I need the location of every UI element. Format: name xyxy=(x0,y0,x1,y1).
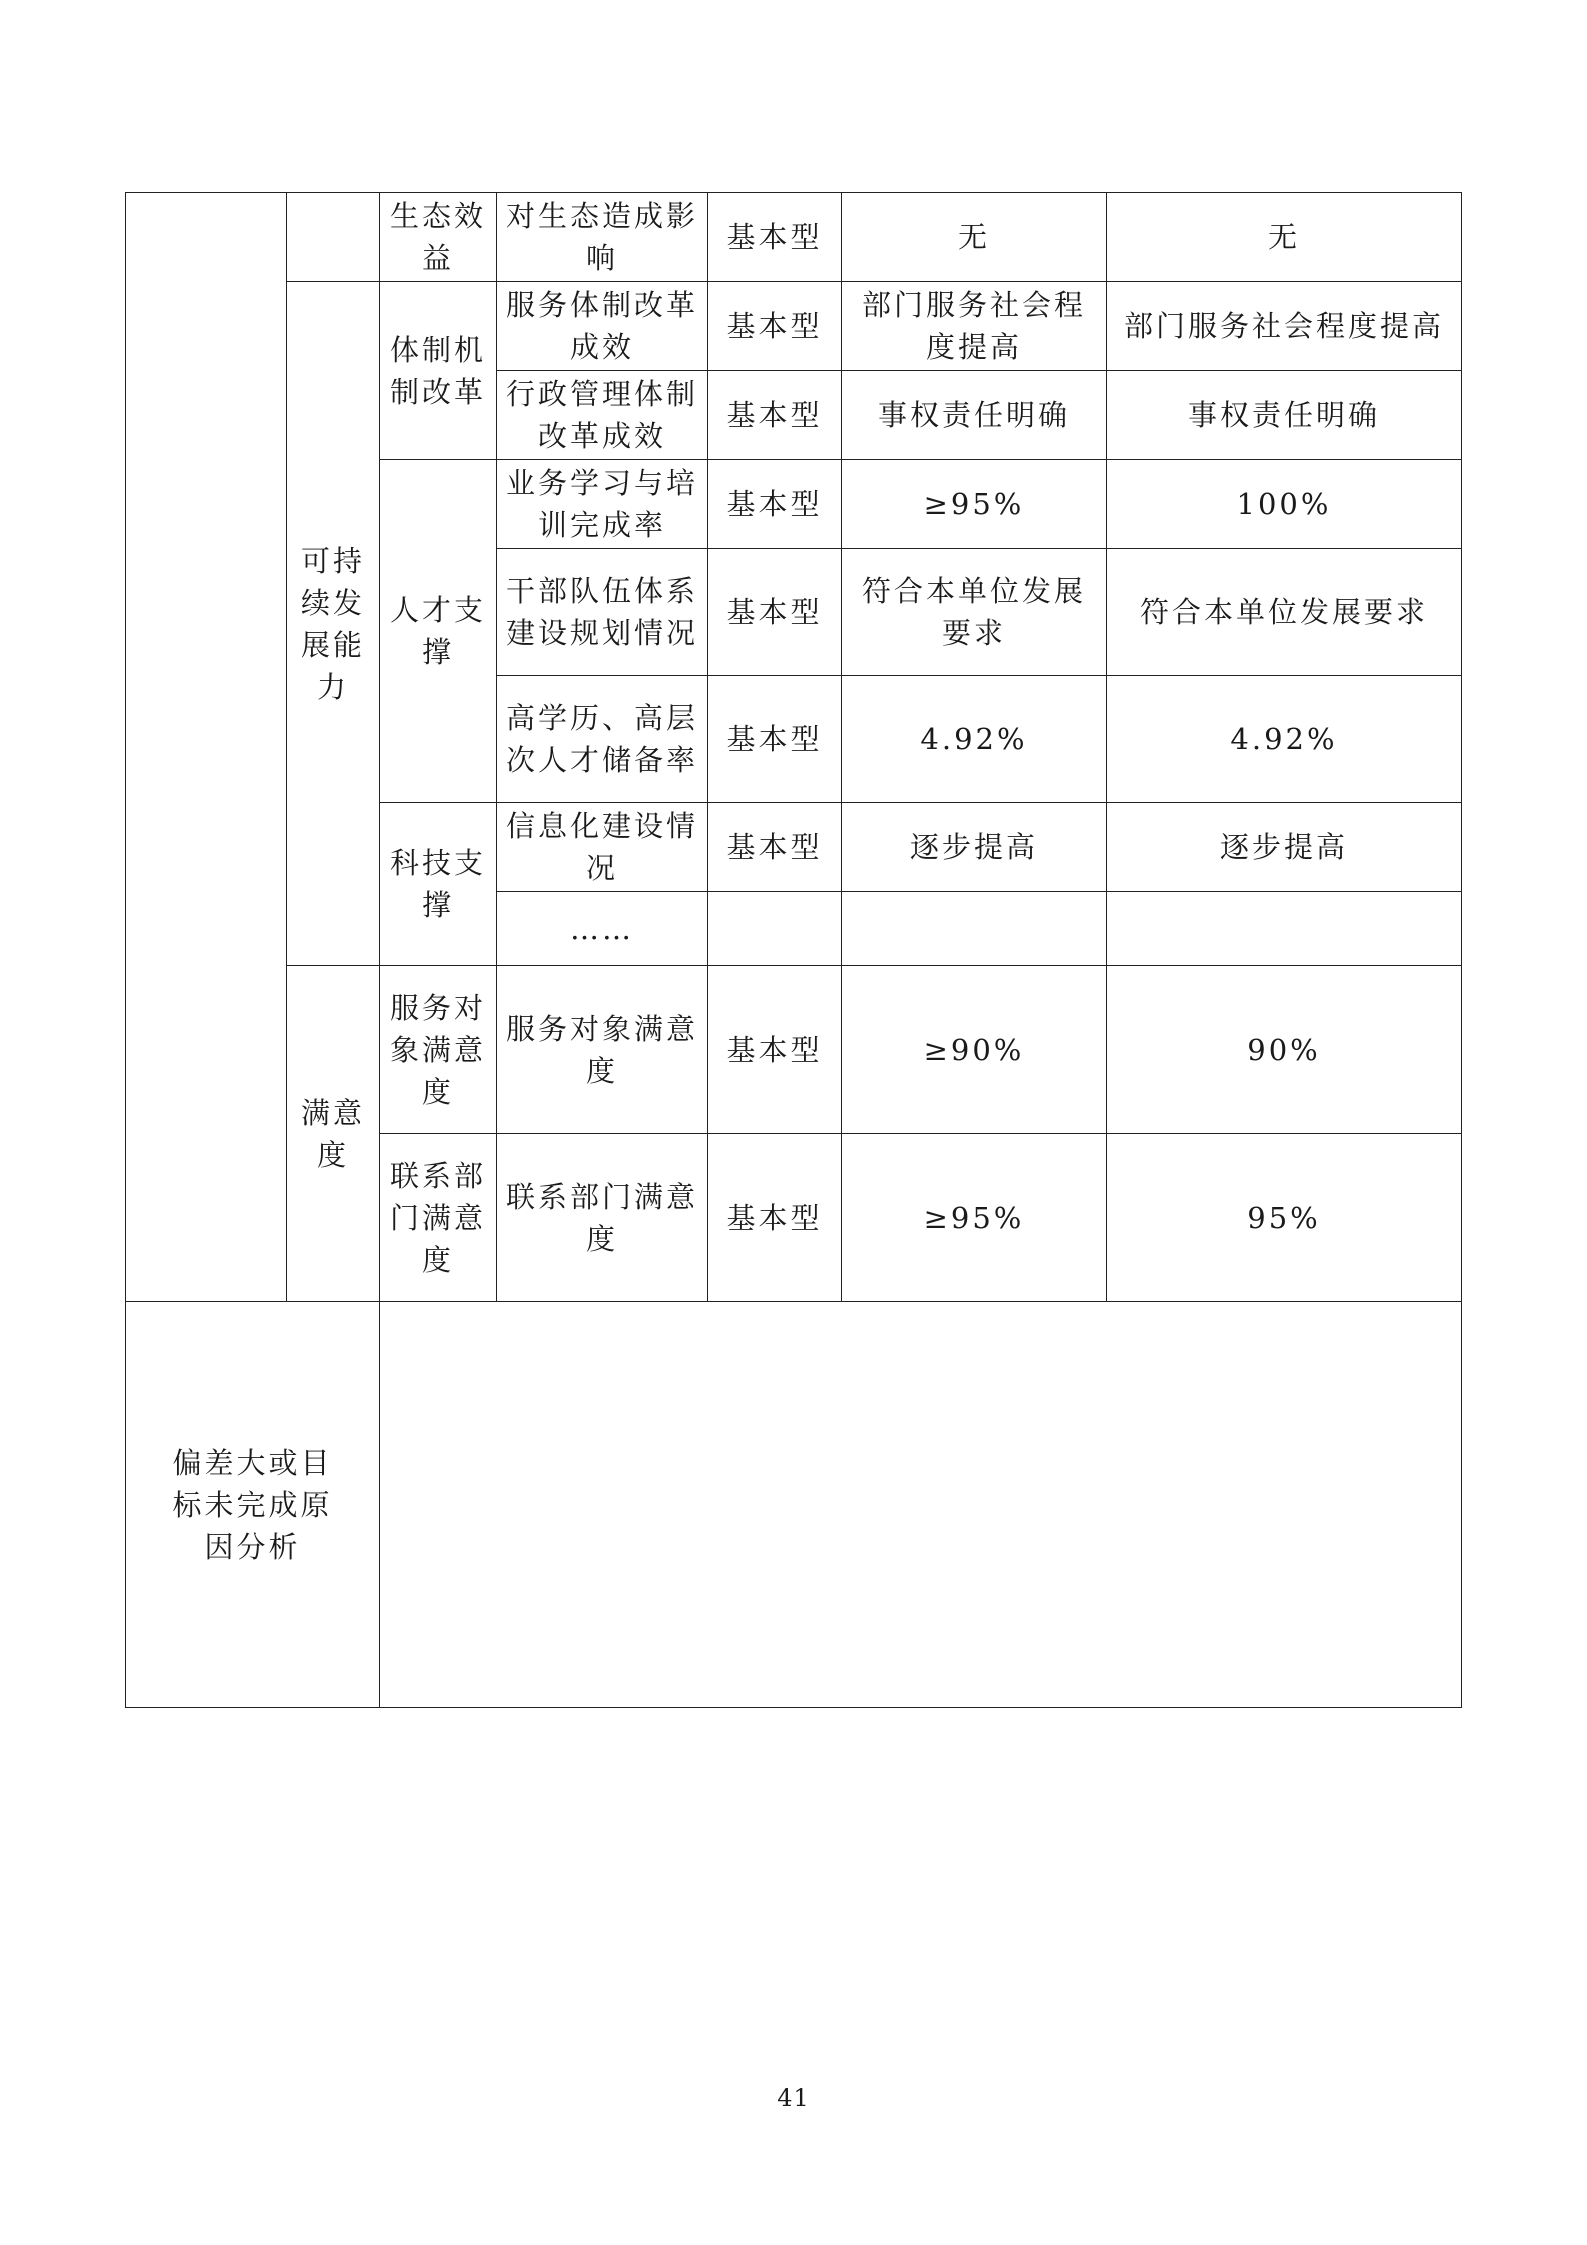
indicator-type-cell: 基本型 xyxy=(708,1134,842,1302)
target-value-cell: 事权责任明确 xyxy=(842,371,1107,460)
actual-value-cell: 部门服务社会程度提高 xyxy=(1107,282,1462,371)
indicator-type-cell: 基本型 xyxy=(708,549,842,676)
indicator-type-cell: 基本型 xyxy=(708,282,842,371)
level2-indicator-cell: 满意度 xyxy=(287,966,380,1302)
actual-value-cell xyxy=(1107,892,1462,966)
target-value-cell: 无 xyxy=(842,193,1107,282)
indicator-type-cell: 基本型 xyxy=(708,193,842,282)
actual-value-cell: 100% xyxy=(1107,460,1462,549)
target-value-cell: 符合本单位发展要求 xyxy=(842,549,1107,676)
indicator-type-cell: 基本型 xyxy=(708,460,842,549)
actual-value-cell: 无 xyxy=(1107,193,1462,282)
target-value-cell: ≥95% xyxy=(842,1134,1107,1302)
actual-value-cell: 4.92% xyxy=(1107,676,1462,803)
deviation-content-cell xyxy=(380,1302,1462,1708)
actual-value-cell: 90% xyxy=(1107,966,1462,1134)
target-value-cell: ≥90% xyxy=(842,966,1107,1134)
level3-indicator-cell: 服务对象满意度 xyxy=(380,966,497,1134)
actual-value-cell: 95% xyxy=(1107,1134,1462,1302)
level3-indicator-cell: 体制机制改革 xyxy=(380,282,497,460)
level3-indicator-cell: 科技支撑 xyxy=(380,803,497,966)
level1-indicator-cell xyxy=(126,193,287,1302)
indicator-name-cell: 高学历、高层次人才储备率 xyxy=(497,676,708,803)
level2-indicator-cell xyxy=(287,193,380,282)
actual-value-cell: 逐步提高 xyxy=(1107,803,1462,892)
indicator-type-cell xyxy=(708,892,842,966)
target-value-cell: ≥95% xyxy=(842,460,1107,549)
indicator-name-cell: 业务学习与培训完成率 xyxy=(497,460,708,549)
target-value-cell xyxy=(842,892,1107,966)
indicator-type-cell: 基本型 xyxy=(708,966,842,1134)
actual-value-cell: 事权责任明确 xyxy=(1107,371,1462,460)
performance-indicator-table xyxy=(125,192,1462,1708)
indicator-type-cell: 基本型 xyxy=(708,371,842,460)
table-row xyxy=(126,193,1462,282)
indicator-name-cell: 对生态造成影响 xyxy=(497,193,708,282)
indicator-type-cell: 基本型 xyxy=(708,676,842,803)
indicator-type-cell: 基本型 xyxy=(708,803,842,892)
page-number: 41 xyxy=(777,2084,810,2112)
indicator-name-cell: …… xyxy=(497,892,708,966)
indicator-name-cell: 联系部门满意度 xyxy=(497,1134,708,1302)
table-row xyxy=(126,966,1462,1134)
level3-indicator-cell: 生态效益 xyxy=(380,193,497,282)
indicator-name-cell: 干部队伍体系建设规划情况 xyxy=(497,549,708,676)
target-value-cell: 部门服务社会程度提高 xyxy=(842,282,1107,371)
indicator-name-cell: 信息化建设情况 xyxy=(497,803,708,892)
deviation-label-cell: 偏差大或目标未完成原因分析 xyxy=(126,1302,380,1708)
indicator-name-cell: 服务对象满意度 xyxy=(497,966,708,1134)
level3-indicator-cell: 联系部门满意度 xyxy=(380,1134,497,1302)
table-row xyxy=(126,282,1462,371)
level2-indicator-cell: 可持续发展能力 xyxy=(287,282,380,966)
actual-value-cell: 符合本单位发展要求 xyxy=(1107,549,1462,676)
target-value-cell: 4.92% xyxy=(842,676,1107,803)
indicator-name-cell: 服务体制改革成效 xyxy=(497,282,708,371)
level3-indicator-cell: 人才支撑 xyxy=(380,460,497,803)
indicator-name-cell: 行政管理体制改革成效 xyxy=(497,371,708,460)
deviation-row xyxy=(126,1302,1462,1708)
target-value-cell: 逐步提高 xyxy=(842,803,1107,892)
